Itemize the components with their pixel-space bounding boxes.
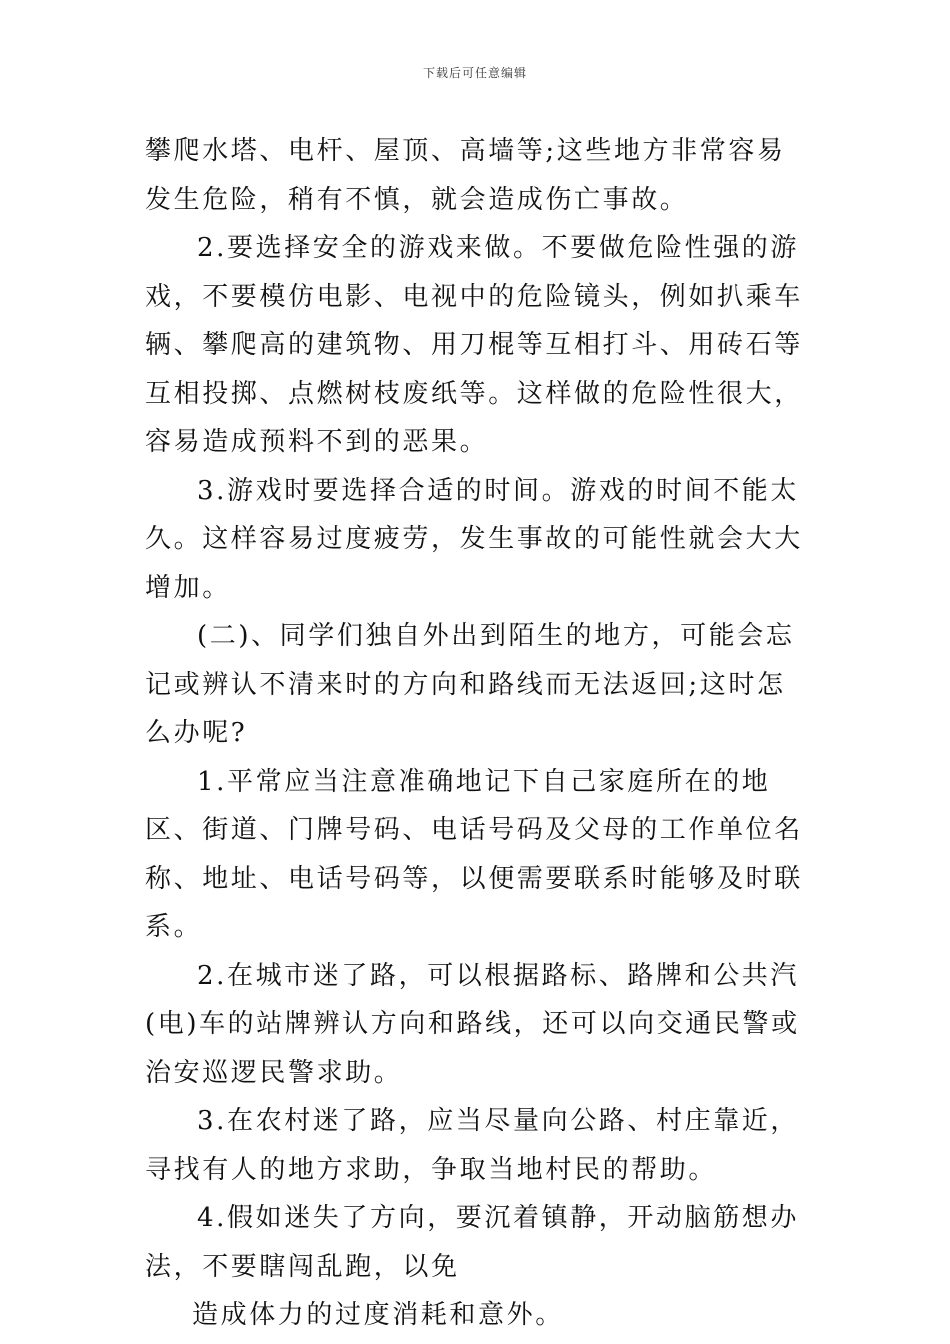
paragraph-2: 2.要选择安全的游戏来做。不要做危险性强的游戏，不要模仿电影、电视中的危险镜头，例如扒乘车辆、攀爬高的建筑物、用刀棍等互相打斗、用砖石等互相投掷、点燃树枝废纸等。这样做的危险性很大，容易造成预料不到的恶果。 (145, 233, 803, 457)
body-text (145, 127, 813, 1340)
paragraph-9: 造成体力的过度消耗和意外。 (192, 1300, 564, 1330)
paragraph-3: 3.游戏时要选择合适的时间。游戏的时间不能太久。这样容易过度疲劳，发生事故的可能性就会大大增加。 (145, 475, 803, 603)
paragraph-7: 3.在农村迷了路，应当尽量向公路、村庄靠近，寻找有人的地方求助，争取当地村民的帮助。 (145, 1106, 800, 1185)
header-note: 下载后可任意编辑 (422, 66, 527, 80)
paragraph-4: (二)、同学们独自外出到陌生的地方，可能会忘记或辨认不清来时的方向和路线而无法返回;这时怎么办呢? (145, 621, 795, 748)
paragraph-6: 2.在城市迷了路，可以根据路标、路牌和公共汽(电)车的站牌辨认方向和路线，还可以向交通民警或治安巡逻民警求助。 (145, 960, 800, 1088)
paragraph-5: 1.平常应当注意准确地记下自己家庭所在的地区、街道、门牌号码、电话号码及父母的工作单位名称、地址、电话号码等，以便需要联系时能够及时联系。 (145, 766, 803, 942)
paragraph-8: 4.假如迷失了方向，要沉着镇静，开动脑筋想办法，不要瞎闯乱跑，以免 (145, 1203, 800, 1282)
paragraph-1: 攀爬水塔、电杆、屋顶、高墙等;这些地方非常容易发生危险，稍有不慎，就会造成伤亡事故。 (145, 136, 786, 215)
